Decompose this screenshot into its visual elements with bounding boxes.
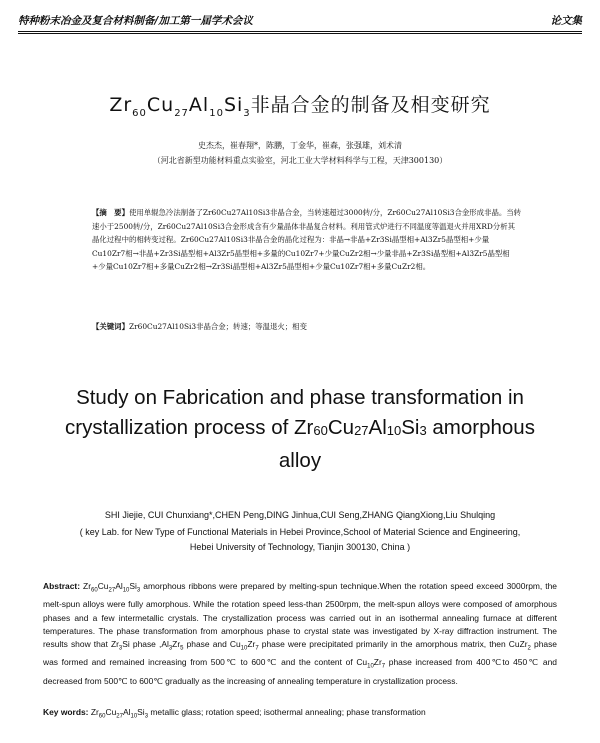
en-title-sub: 60	[313, 423, 328, 438]
abstract-sub: 27	[108, 587, 116, 594]
english-affiliation-line2: Hebei University of Technology, Tianjin 300130, China )	[189, 542, 411, 552]
en-title-sub: 27	[354, 423, 369, 438]
cn-title-si: Si	[223, 94, 244, 116]
abstract-run: Zr	[247, 639, 256, 650]
english-abstract-label: Abstract:	[43, 581, 81, 591]
abstract-sub: 10	[122, 587, 130, 594]
keywords-sub: 60	[98, 713, 106, 720]
chinese-abstract-label: 【摘 要】	[92, 208, 129, 217]
en-title-si: Si	[401, 416, 420, 439]
abstract-sub: 3	[168, 646, 173, 652]
abstract-run: Zr	[80, 581, 92, 591]
english-title-line2	[40, 413, 560, 446]
abstract-sub: 7	[255, 646, 259, 652]
english-affiliation-line1: ( key Lab. for New Type of Functional Materials in Hebei Province,School of Material Science and Engineering,	[79, 527, 521, 537]
abstract-run: Si	[129, 581, 137, 591]
cn-title-zr: Zr	[109, 94, 133, 116]
en-title-pre: crystallization process of Zr	[65, 416, 314, 439]
chinese-abstract-text: 使用单辊急冷法制备了Zr60Cu27Al10Si3非晶合金，当转速超过3000转/分，Zr60Cu27Al10Si3合金形成非晶。当转速小于2500转/分，Zr60Cu27Al10Si3合金形成含有少量晶体非晶复合材料。利用管式炉进行不同温度等温退火并用XRD分析其晶化过程中的相转变过程。Zr60Cu27Al10Si3非晶合金的晶化过程为：非晶→非晶+Zr3Si晶型相+Al3Zr5晶型相+少量Cu10Zr7相→非晶+Zr3Si晶型相+Al3Zr5晶型相+多量的Cu10Zr7+少量CuZr2相→少量非晶+Zr3Si晶型相+Al3Zr5晶型相+少量Cu10Zr7相+多量CuZr2相→Zr3Si晶型相+Al3Zr5晶型相+少量Cu10Zr7相+多量CuZr2相。	[92, 208, 522, 272]
en-title-sub: 3	[419, 423, 427, 438]
keywords-sub: 27	[116, 713, 123, 720]
abstract-run: Si phase ,Al	[122, 639, 169, 650]
keywords-run: Zr	[88, 707, 99, 717]
english-abstract	[43, 580, 557, 688]
cn-title-sub: 60	[132, 107, 147, 119]
english-title	[40, 383, 560, 476]
chinese-affiliation: （河北省新型功能材料重点实验室，河北工业大学材料科学与工程，天津300130）	[152, 156, 448, 165]
cn-title-rest: 非晶合金的制备及相变研究	[250, 94, 491, 116]
chinese-keywords-label: 【关键词】	[92, 322, 129, 331]
abstract-run: phase and Cu	[183, 639, 241, 650]
chinese-title	[0, 90, 600, 119]
abstract-sub: 10	[240, 646, 248, 652]
cn-title-al: Al	[188, 94, 210, 116]
en-title-post: amorphous	[426, 416, 535, 439]
abstract-sub: 3	[118, 646, 123, 652]
cn-title-sub: 3	[243, 107, 251, 119]
abstract-run: amorphous ribbons were prepared by melting-spun technique.When the rotation speed exceed 3000rpm, the melt-spun alloys were fully amorphous. While the rotation speed less-than 2500rpm, the melt-spun alloys were composed of amorphous phases and a few intermetallic crystals. The crystallization process was carried out in an isothermal annealing furnace at different temperatures. The phase transformation from amorphous phase to crystal state was investigated by X-ray diffraction instrument. The results show that Zr	[43, 581, 558, 650]
keywords-sub: 10	[130, 713, 138, 720]
abstract-run: phase were precipitated primarily in the amorphous matrix, then CuZr	[258, 639, 528, 650]
abstract-run: Zr	[172, 639, 181, 650]
chinese-abstract	[92, 206, 522, 274]
abstract-run: Al	[115, 581, 123, 591]
cn-title-sub: 10	[209, 107, 224, 119]
keywords-run: metallic glass; rotation speed; isothermal annealing; phase transformation	[148, 707, 426, 717]
abstract-sub: 7	[381, 664, 386, 671]
abstract-sub: 10	[367, 664, 374, 671]
cn-title-cu: Cu	[146, 94, 175, 116]
chinese-keywords-text: Zr60Cu27Al10Si3非晶合金；转速；等温退火；相变	[128, 322, 307, 331]
en-title-sub: 10	[386, 423, 402, 438]
en-title-cu: Cu	[327, 416, 355, 439]
abstract-run: phase increased from 400℃to 450℃ and decreased from 500℃ to 600℃ gradually as the increasing of annealing temperature in crystallization process.	[43, 657, 557, 686]
english-authors: SHI Jiejie, CUI Chunxiang*,CHEN Peng,DING Jinhua,CUI Seng,ZHANG QiangXiong,Liu Shulqing	[104, 510, 496, 520]
abstract-sub: 3	[136, 587, 141, 594]
english-title-line1: Study on Fabrication and phase transformation in	[76, 386, 524, 409]
keywords-run: Si	[137, 707, 145, 717]
chinese-authors: 史杰杰，崔春翔*，陈鹏，丁金华，崔森，张强雄，刘术清	[198, 141, 402, 150]
abstract-run: Zr	[373, 657, 382, 668]
abstract-run: Cu	[97, 581, 109, 591]
keywords-run: Al	[122, 707, 131, 717]
english-keywords	[43, 707, 557, 720]
running-header-left: 特种粉末冶金及复合材料制备/加工第一届学术会议	[18, 15, 253, 27]
running-header-right: 论文集	[550, 15, 582, 27]
chinese-keywords	[92, 321, 522, 332]
abstract-run: phase was formed and remained increasing from 500℃ to 600℃ and the content of Cu	[43, 639, 557, 668]
english-title-line3: alloy	[278, 449, 322, 472]
en-title-al: Al	[368, 416, 387, 439]
abstract-sub: 5	[180, 646, 184, 652]
cn-title-sub: 27	[174, 107, 189, 119]
abstract-sub: 60	[91, 587, 98, 594]
abstract-sub: 2	[527, 646, 531, 652]
english-affiliation	[0, 525, 600, 555]
running-header	[18, 8, 582, 34]
english-keywords-label: Key words:	[43, 707, 89, 717]
keywords-run: Cu	[105, 707, 117, 717]
keywords-sub: 3	[144, 713, 149, 720]
